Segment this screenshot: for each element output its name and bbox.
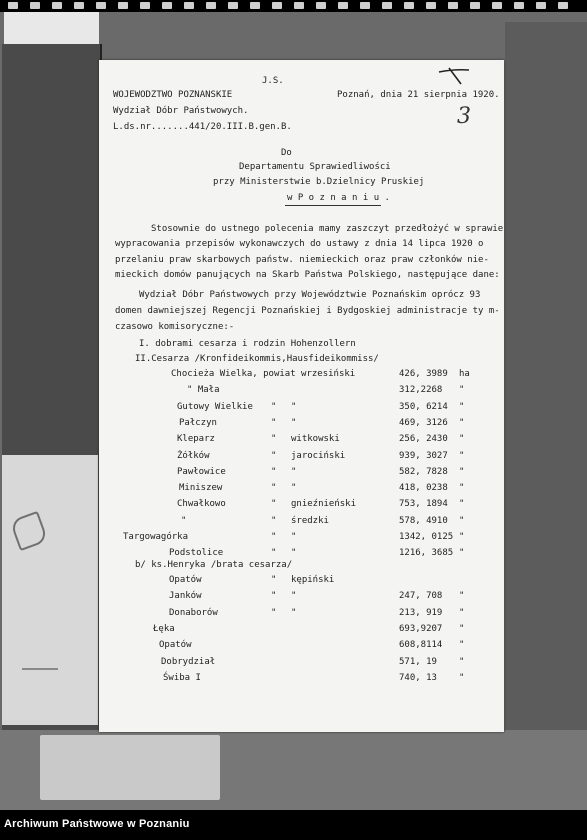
county-ditto: " <box>271 515 277 526</box>
estate-name: Janków <box>169 591 202 602</box>
area-unit: " <box>459 548 465 559</box>
area-unit: " <box>459 417 465 428</box>
county-ditto: " <box>271 607 277 618</box>
county-ditto: " <box>271 417 277 428</box>
right-background <box>505 22 587 737</box>
county-name: kępiński <box>291 575 335 585</box>
area-unit: " <box>459 401 465 412</box>
area-unit: " <box>459 656 465 667</box>
county-name: średzki <box>291 515 329 526</box>
body-line: przelaniu praw skarbowych państw. niemieckich oraz praw członków nie- <box>115 255 489 265</box>
underline-rule <box>285 205 381 206</box>
estate-name: Chwałkowo <box>177 499 226 510</box>
area-value: 418, 0238 <box>399 483 448 494</box>
estate-name: Dobrydział <box>161 656 216 667</box>
county-name: " <box>291 607 297 618</box>
reference-number: L.ds.nr.......441/20.III.B.gen.B. <box>113 122 292 132</box>
film-edge-top <box>0 0 587 12</box>
addressee-do: Do <box>281 148 292 158</box>
area-value: 571, 19 <box>399 656 437 667</box>
area-value: 350, 6214 <box>399 401 448 412</box>
area-value: 582, 7828 <box>399 466 448 477</box>
county-ditto: " <box>271 401 277 412</box>
estate-name: Chocieża Wielka, powiat wrzesiński <box>171 369 356 379</box>
area-unit: " <box>459 623 465 634</box>
area-unit: " <box>459 672 465 683</box>
estate-name: Łęka <box>153 623 175 634</box>
estate-name: Świba I <box>163 672 201 683</box>
area-unit: " <box>459 466 465 477</box>
stamp-mark: J.S. <box>262 76 284 86</box>
area-value: 608,8114 <box>399 640 443 651</box>
county-name: jarociński <box>291 450 346 461</box>
area-value: 693,9207 <box>399 623 443 634</box>
county-name: " <box>291 548 297 559</box>
section-heading: I. dobrami cesarza i rodzin Hohenzollern <box>139 339 356 349</box>
place-date: Poznań, dnia 21 sierpnia 1920. <box>337 90 500 100</box>
estate-name: Donaborów <box>169 607 218 618</box>
document-page <box>99 60 504 732</box>
area-value: 939, 3027 <box>399 450 448 461</box>
area-value: 469, 3126 <box>399 417 448 428</box>
handwritten-cross-mark <box>437 66 471 88</box>
county-ditto: " <box>271 575 277 585</box>
estate-name: " <box>181 515 187 526</box>
county-ditto: " <box>271 466 277 477</box>
bottom-paper-scrap <box>40 735 220 800</box>
estate-name: " Mała <box>187 385 220 396</box>
county-name: " <box>291 401 297 412</box>
estate-name: Miniszew <box>179 483 223 494</box>
county-name: " <box>291 591 297 602</box>
county-ditto: " <box>271 591 277 602</box>
county-name: " <box>291 532 297 542</box>
body-line: domen dawniejszej Regencji Poznańskiej i Bydgoskiej administracje ty m- <box>115 306 500 316</box>
area-unit: " <box>459 532 465 542</box>
area-value: 753, 1894 <box>399 499 448 510</box>
estate-name: Opatów <box>169 575 202 585</box>
county-name: " <box>291 466 297 477</box>
area-unit: " <box>459 483 465 494</box>
department-name: Wydział Dóbr Państwowych. <box>113 106 249 116</box>
area-unit: " <box>459 499 465 510</box>
area-value: 578, 4910 <box>399 515 448 526</box>
area-value: 213, 919 <box>399 607 443 618</box>
area-value: 740, 13 <box>399 672 437 683</box>
estate-name: Żółków <box>177 450 210 461</box>
area-unit: " <box>459 640 465 651</box>
archive-caption: Archiwum Państwowe w Poznaniu <box>4 818 190 830</box>
folder-label-sheet <box>2 455 98 725</box>
estate-name: Gutowy Wielkie <box>177 401 253 412</box>
area-unit: " <box>459 591 465 602</box>
handwritten-page-number: 3 <box>457 104 471 129</box>
county-ditto: " <box>271 483 277 494</box>
body-line: wypracowania przepisów wykonawczych do ustawy z dnia 14 lipca 1920 o <box>115 239 484 249</box>
area-unit: " <box>459 434 465 445</box>
county-name: gnieźnieński <box>291 499 357 510</box>
county-name: " <box>291 417 297 428</box>
estate-name: Pałczyn <box>179 417 217 428</box>
section-heading: II.Cesarza /Kronfideikommis,Hausfideikommiss/ <box>135 354 379 364</box>
county-ditto: " <box>271 532 277 542</box>
area-unit: " <box>459 450 465 461</box>
county-ditto: " <box>271 499 277 510</box>
area-value: 426, 3989 <box>399 369 448 379</box>
county-ditto: " <box>271 450 277 461</box>
body-line: Stosownie do ustnego polecenia mamy zaszczyt przedłożyć w sprawie <box>151 224 504 234</box>
county-name: witkowski <box>291 434 340 445</box>
estate-name: Kleparz <box>177 434 215 445</box>
area-unit: " <box>459 385 465 396</box>
body-line: mieckich domów panujących na Skarb Państwa Polskiego, następujące dane: <box>115 270 500 280</box>
addressee-line-2: przy Ministerstwie b.Dzielnicy Pruskiej <box>213 177 425 187</box>
estate-name: Targowagórka <box>123 532 189 542</box>
county-ditto: " <box>271 548 277 559</box>
estate-name: Podstolice <box>169 548 224 559</box>
area-value: 1216, 3685 <box>399 548 454 559</box>
paper-edge <box>4 12 99 44</box>
area-unit: " <box>459 607 465 618</box>
estate-name: Opatów <box>159 640 192 651</box>
area-value: 247, 708 <box>399 591 443 602</box>
area-value: 312,2268 <box>399 385 443 396</box>
addressee-line-3: w P o z n a n i u . <box>287 193 390 203</box>
county-name: " <box>291 483 297 494</box>
body-line: czasowo komisoryczne:- <box>115 322 235 332</box>
body-line: Wydział Dóbr Państwowych przy Województwie Poznańskim oprócz 93 <box>139 290 481 300</box>
estate-name: Pawłowice <box>177 466 226 477</box>
addressee-line-1: Departamentu Sprawiedliwości <box>239 162 391 172</box>
area-unit: " <box>459 515 465 526</box>
county-ditto: " <box>271 434 277 445</box>
organization-name: WOJEWODZTWO POZNANSKIE <box>113 90 233 100</box>
area-value: 256, 2430 <box>399 434 448 445</box>
area-unit: ha <box>459 369 470 379</box>
section-heading: b/ ks.Henryka /brata cesarza/ <box>135 560 293 570</box>
area-value: 1342, 0125 <box>399 532 454 542</box>
